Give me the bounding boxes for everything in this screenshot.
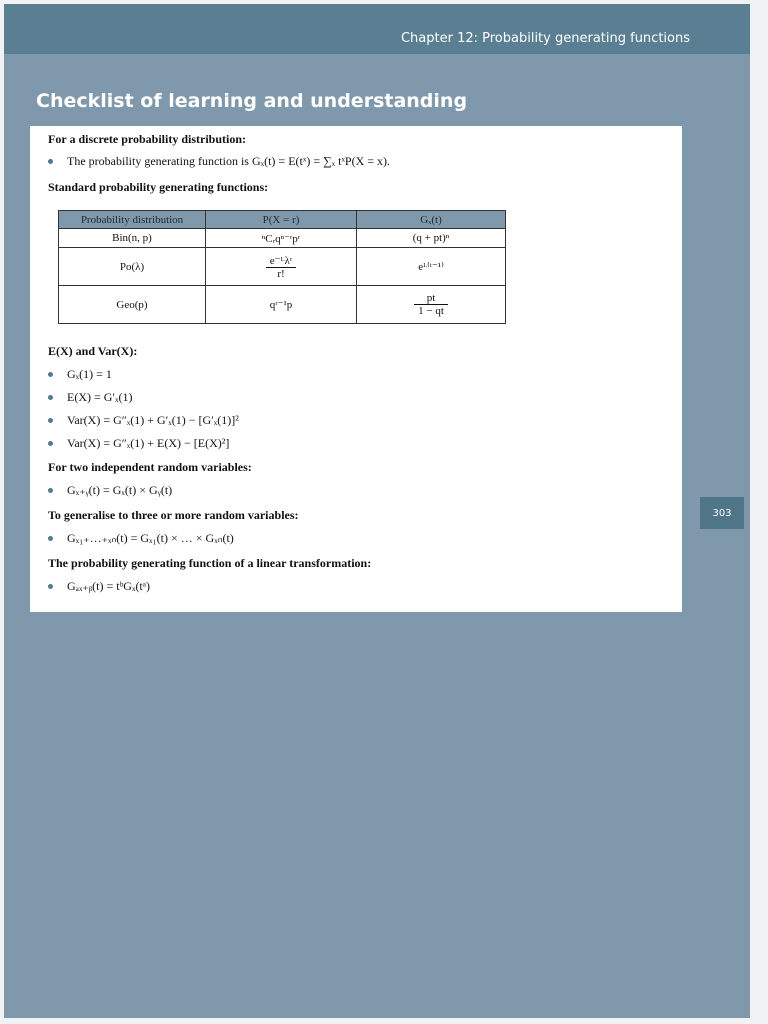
standard-heading: Standard probability generating functions: (48, 180, 269, 194)
pgf-definition: The probability generating function is Gₓ(t) = E(tˣ) = ∑ₓ tˣP(X = x). (48, 154, 390, 169)
chapter-title: Chapter 12: Probability generating functions (400, 31, 690, 46)
list-item: Gₐₓ₊ᵦ(t) = tᵇGₓ(tᵃ) (48, 579, 150, 594)
generalise-heading: To generalise to three or more random variables: (48, 508, 299, 522)
table-row (59, 248, 506, 286)
table-cell: (q + pt)ⁿ (357, 229, 506, 248)
table-cell: Bin(n, p) (59, 229, 206, 248)
geometric-fraction (414, 292, 448, 317)
table-cell: qʳ⁻¹p (206, 286, 357, 324)
checklist-box (30, 126, 682, 612)
pgf-table (58, 210, 506, 324)
page-number-tab: 303 (700, 497, 744, 529)
list-item: E(X) = G′ₓ(1) (48, 390, 133, 405)
list-item: Var(X) = G″ₓ(1) + G′ₓ(1) − [G′ₓ(1)]² (48, 413, 239, 428)
fraction-denominator: 1 − qt (414, 304, 448, 317)
list-item: Gₓ₊ᵧ(t) = Gₓ(t) × Gᵧ(t) (48, 483, 172, 498)
list-item: Gₓ(1) = 1 (48, 367, 112, 382)
table-row (59, 229, 506, 248)
fraction-denominator: r! (266, 267, 297, 280)
table-cell: Geo(p) (59, 286, 206, 324)
table-header: Gₓ(t) (357, 211, 506, 229)
table-cell: Po(λ) (59, 248, 206, 286)
table-header: Probability distribution (59, 211, 206, 229)
table-cell (206, 248, 357, 286)
poisson-fraction (266, 254, 297, 280)
table-cell: ⁿCᵣqⁿ⁻ʳpʳ (206, 229, 357, 248)
table-row (59, 286, 506, 324)
list-item: Var(X) = G″ₓ(1) + E(X) − [E(X)²] (48, 436, 229, 451)
table-header-row (59, 211, 506, 229)
table-header: P(X = r) (206, 211, 357, 229)
table-cell (357, 286, 506, 324)
chapter-header-bar (4, 4, 750, 54)
discrete-heading: For a discrete probability distribution: (48, 132, 247, 146)
independent-heading: For two independent random variables: (48, 460, 252, 474)
section-heading: Checklist of learning and understanding (36, 90, 468, 112)
table-cell: eᴸ⁽ᵗ⁻¹⁾ (357, 248, 506, 286)
fraction-numerator: e⁻ᴸλʳ (269, 254, 293, 267)
linear-heading: The probability generating function of a linear transformation: (48, 556, 372, 570)
fraction-numerator: pt (426, 292, 436, 304)
mean-var-heading: E(X) and Var(X): (48, 344, 138, 358)
list-item: Gₓ₁₊…₊ₓₙ(t) = Gₓ₁(t) × … × Gₓₙ(t) (48, 531, 234, 546)
